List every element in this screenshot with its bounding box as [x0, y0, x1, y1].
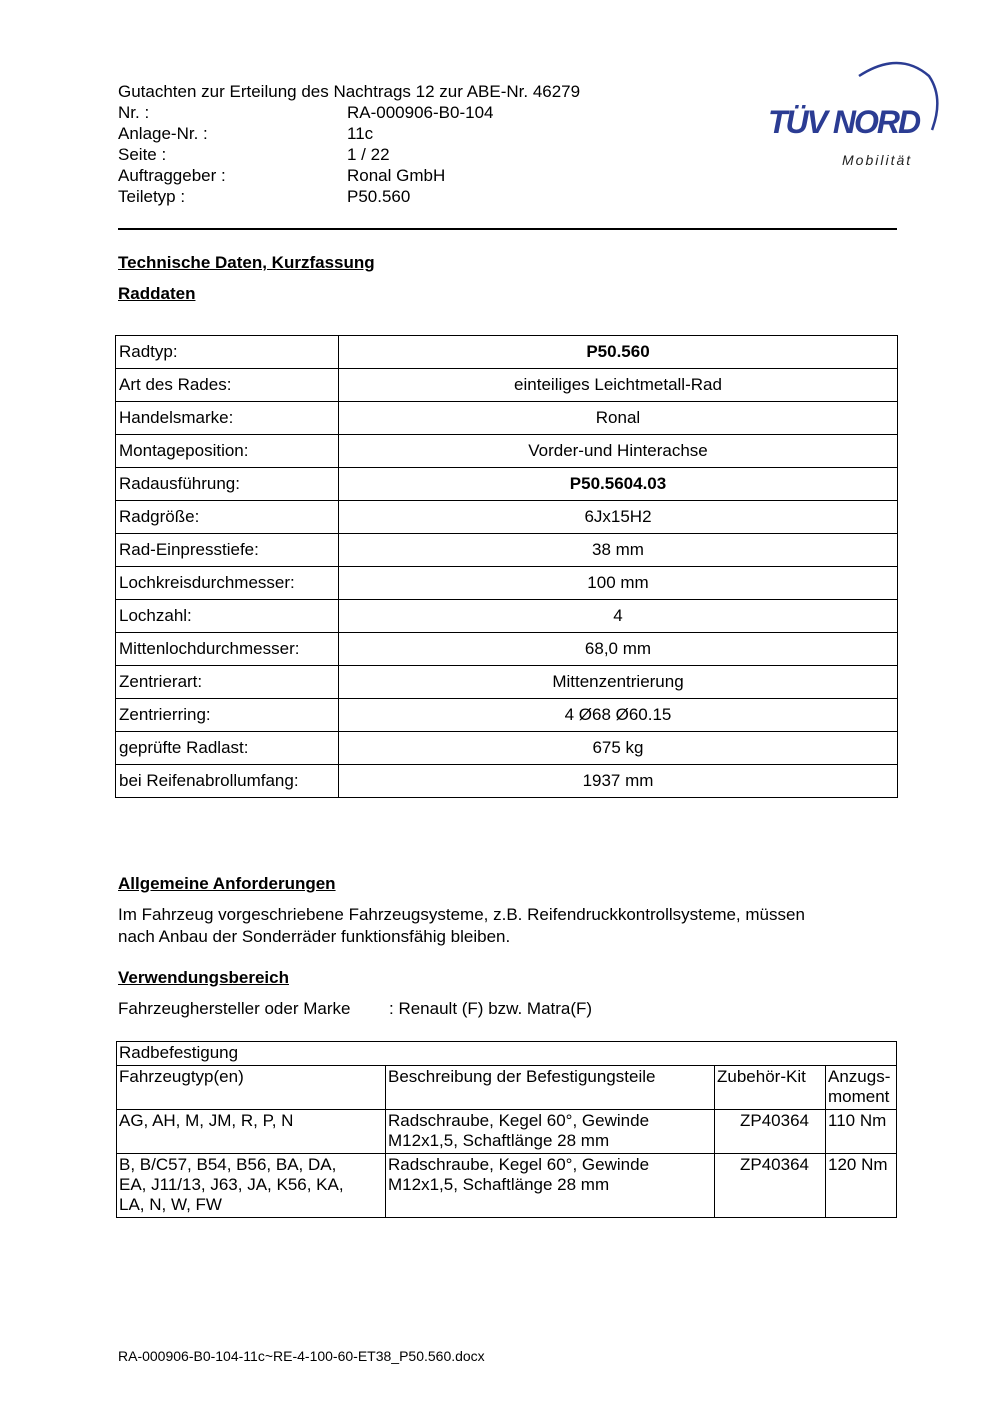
logo-subtitle: Mobilität — [842, 152, 913, 168]
spec-value: Mittenzentrierung — [339, 666, 898, 699]
spec-value: 100 mm — [339, 567, 898, 600]
spec-label: Radgröße: — [116, 501, 339, 534]
header-row — [118, 144, 493, 165]
manufacturer-line — [118, 998, 592, 1020]
col-header-torque — [826, 1066, 897, 1110]
spec-label: bei Reifenabrollumfang: — [116, 765, 339, 798]
col-header-types: Fahrzeugtyp(en) — [117, 1066, 386, 1110]
spec-row — [116, 699, 898, 732]
spec-value: 38 mm — [339, 534, 898, 567]
spec-row — [116, 732, 898, 765]
header-value: 11c — [347, 124, 374, 143]
header-key: Seite : — [118, 145, 167, 164]
vehicle-types — [117, 1110, 386, 1154]
vehicle-types-line: LA, N, W, FW — [119, 1195, 222, 1214]
fastener-description-line: M12x1,5, Schaftlänge 28 mm — [388, 1131, 610, 1150]
col-header-desc: Beschreibung der Befestigungsteile — [386, 1066, 715, 1110]
spec-row — [116, 666, 898, 699]
wheel-spec-table — [115, 335, 898, 798]
spec-value: 4 — [339, 600, 898, 633]
spec-row — [116, 633, 898, 666]
spec-row — [116, 567, 898, 600]
header-value: 1 / 22 — [347, 145, 390, 164]
header-row — [118, 165, 493, 186]
spec-label: Radausführung: — [116, 468, 339, 501]
spec-row — [116, 336, 898, 369]
manufacturer-label: Fahrzeughersteller oder Marke — [118, 999, 351, 1018]
section-heading-tech: Technische Daten, Kurzfassung — [118, 253, 375, 272]
spec-label: Handelsmarke: — [116, 402, 339, 435]
header-info — [118, 102, 493, 207]
spec-label: Zentrierart: — [116, 666, 339, 699]
requirements-line: Im Fahrzeug vorgeschriebene Fahrzeugsysteme, z.B. Reifendruckkontrollsysteme, müssen — [118, 905, 805, 924]
section-heading-verw: Verwendungsbereich — [118, 968, 289, 987]
spec-label: Radtyp: — [116, 336, 339, 369]
header-key: Nr. : — [118, 103, 150, 122]
fastener-description — [386, 1110, 715, 1154]
spec-row — [116, 402, 898, 435]
mounting-row — [117, 1110, 897, 1154]
fastener-description — [386, 1154, 715, 1218]
section-heading-raddaten: Raddaten — [118, 284, 196, 303]
spec-row — [116, 468, 898, 501]
accessory-kit: ZP40364 — [715, 1154, 826, 1218]
vehicle-types-line: EA, J11/13, J63, JA, K56, KA, — [119, 1175, 344, 1194]
accessory-kit: ZP40364 — [715, 1110, 826, 1154]
mounting-row — [117, 1154, 897, 1218]
spec-value: P50.560 — [339, 336, 898, 369]
header-row — [118, 123, 493, 144]
spec-label: geprüfte Radlast: — [116, 732, 339, 765]
vehicle-types-line: AG, AH, M, JM, R, P, N — [119, 1111, 294, 1130]
section-heading-allg: Allgemeine Anforderungen — [118, 874, 336, 893]
requirements-text — [118, 904, 805, 948]
header-value: Ronal GmbH — [347, 166, 446, 185]
spec-row — [116, 369, 898, 402]
spec-label: Lochkreisdurchmesser: — [116, 567, 339, 600]
spec-row — [116, 501, 898, 534]
header-key: Teiletyp : — [118, 187, 186, 206]
header-row — [118, 102, 493, 123]
spec-label: Art des Rades: — [116, 369, 339, 402]
spec-value: Vorder-und Hinterachse — [339, 435, 898, 468]
spec-label: Zentrierring: — [116, 699, 339, 732]
col-header-kit: Zubehör-Kit — [715, 1066, 826, 1110]
spec-value: 675 kg — [339, 732, 898, 765]
header-key: Auftraggeber : — [118, 166, 226, 185]
report-title: Gutachten zur Erteilung des Nachtrags 12 zur ABE-Nr. 46279 — [118, 82, 581, 101]
header-row — [118, 186, 493, 207]
spec-value: P50.5604.03 — [339, 468, 898, 501]
logo-brand: TÜV NORD — [768, 104, 920, 140]
spec-label: Lochzahl: — [116, 600, 339, 633]
spec-row — [116, 600, 898, 633]
header-value: P50.560 — [347, 187, 411, 206]
tightening-torque: 120 Nm — [826, 1154, 897, 1218]
spec-row — [116, 435, 898, 468]
header-divider — [118, 228, 897, 230]
footer-filename: RA-000906-B0-104-11c~RE-4-100-60-ET38_P50.560.docx — [118, 1348, 485, 1364]
mounting-title: Radbefestigung — [117, 1042, 897, 1066]
torque-header-line: moment — [828, 1087, 890, 1106]
manufacturer-value: : Renault (F) bzw. Matra(F) — [389, 999, 593, 1018]
spec-label: Montageposition: — [116, 435, 339, 468]
spec-label: Rad-Einpresstiefe: — [116, 534, 339, 567]
spec-value: 6Jx15H2 — [339, 501, 898, 534]
spec-value: Ronal — [339, 402, 898, 435]
tuv-nord-logo — [764, 58, 944, 173]
spec-value: 1937 mm — [339, 765, 898, 798]
spec-row — [116, 765, 898, 798]
fastener-description-line: M12x1,5, Schaftlänge 28 mm — [388, 1175, 610, 1194]
torque-header-line: Anzugs- — [828, 1067, 891, 1086]
requirements-line: nach Anbau der Sonderräder funktionsfähig bleiben. — [118, 927, 511, 946]
vehicle-types — [117, 1154, 386, 1218]
fastener-description-line: Radschraube, Kegel 60°, Gewinde — [388, 1155, 650, 1174]
spec-value: einteiliges Leichtmetall-Rad — [339, 369, 898, 402]
tightening-torque: 110 Nm — [826, 1110, 897, 1154]
fastener-description-line: Radschraube, Kegel 60°, Gewinde — [388, 1111, 650, 1130]
spec-label: Mittenlochdurchmesser: — [116, 633, 339, 666]
spec-row — [116, 534, 898, 567]
spec-value: 4 Ø68 Ø60.15 — [339, 699, 898, 732]
mounting-table — [116, 1041, 897, 1218]
header-key: Anlage-Nr. : — [118, 124, 208, 143]
vehicle-types-line: B, B/C57, B54, B56, BA, DA, — [119, 1155, 337, 1174]
spec-value: 68,0 mm — [339, 633, 898, 666]
header-value: RA-000906-B0-104 — [347, 103, 494, 122]
